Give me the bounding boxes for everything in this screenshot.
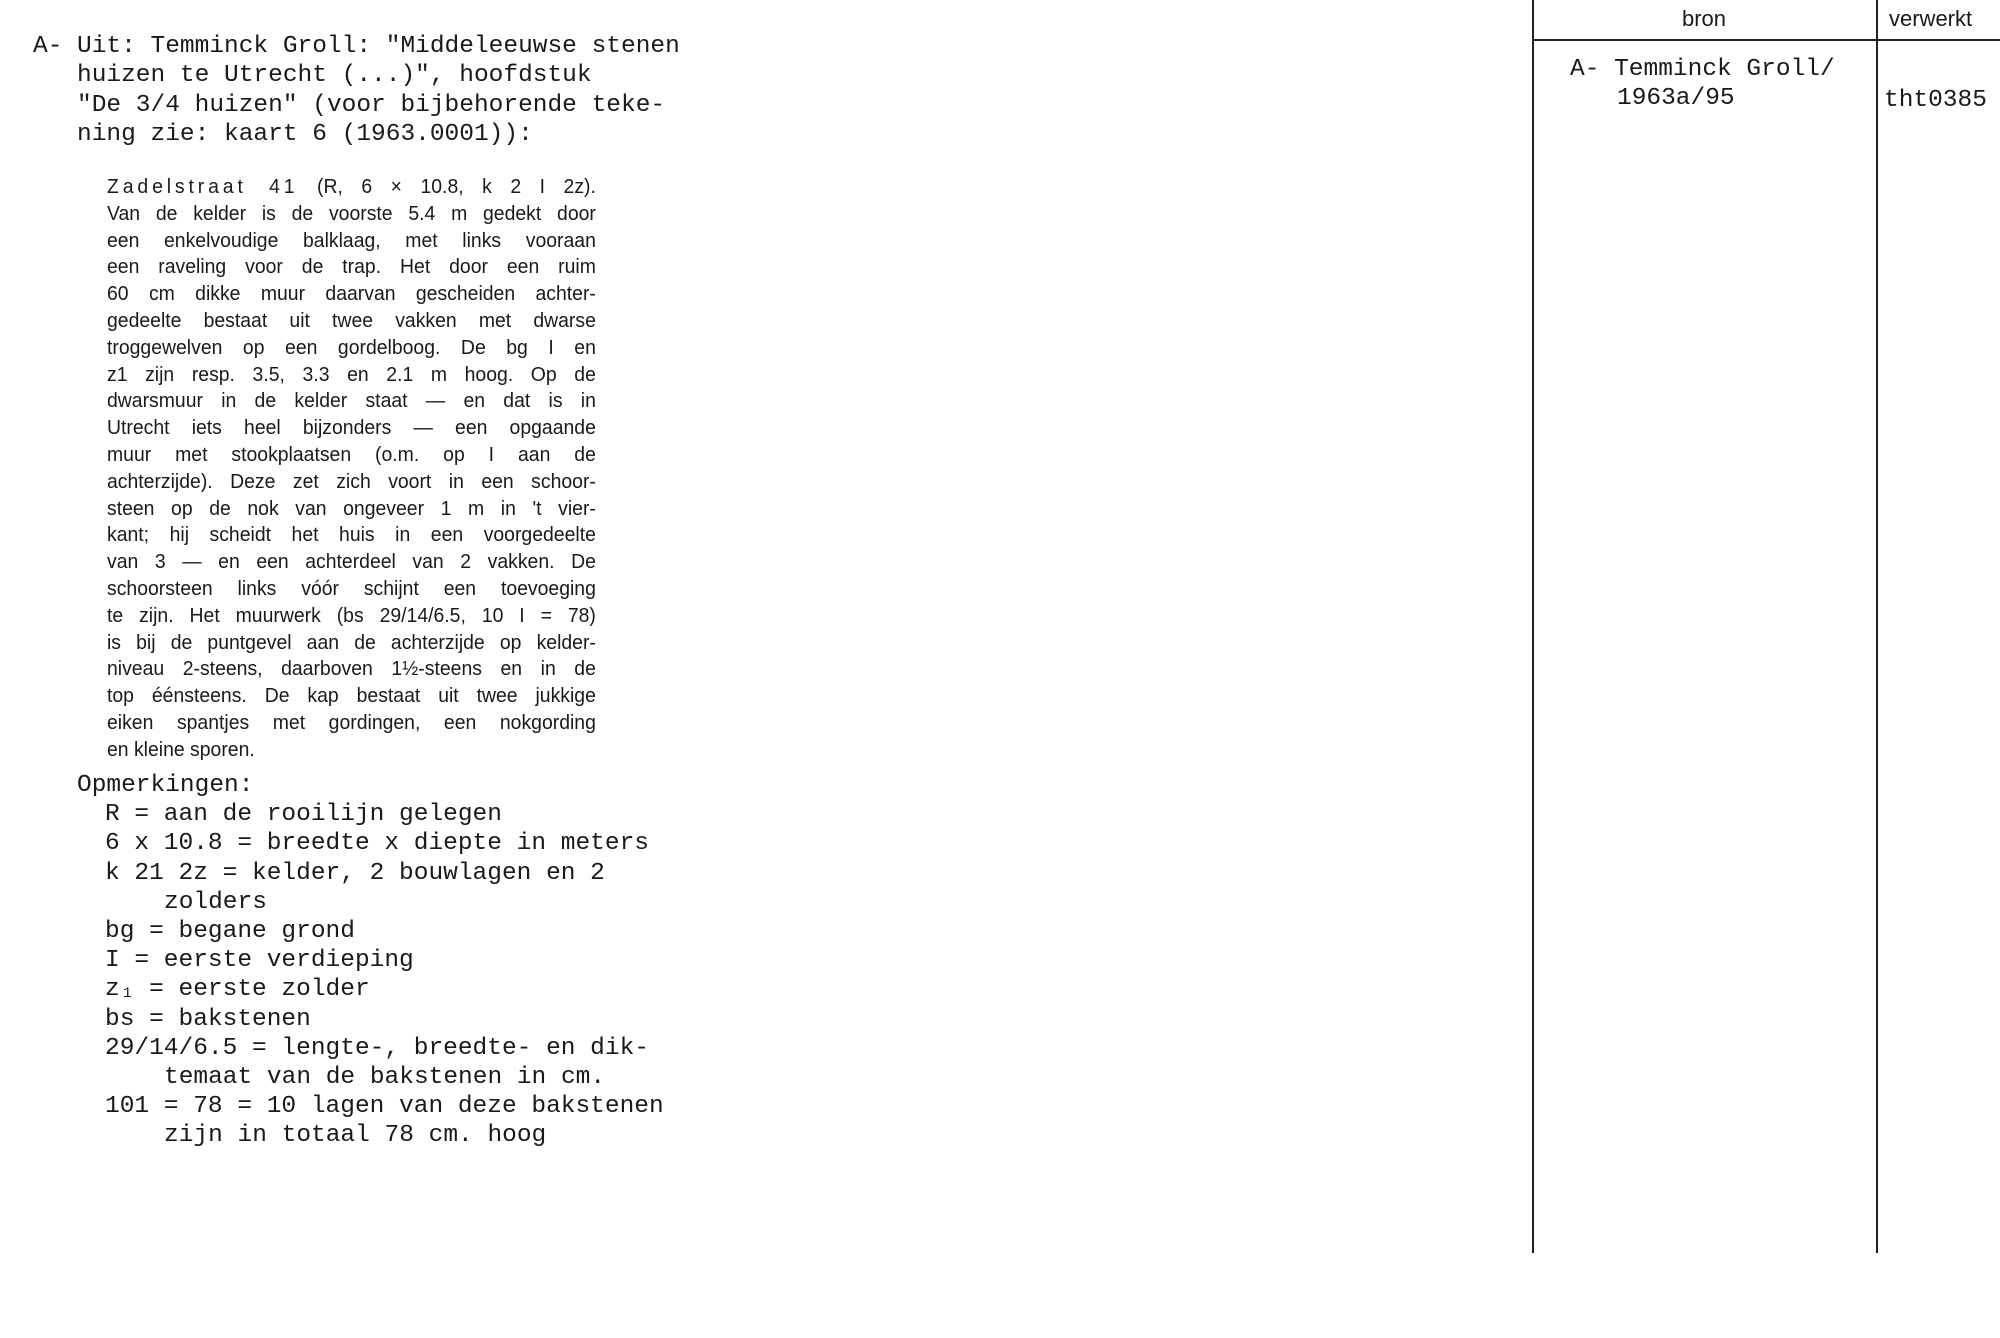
paragraph-line: en kleine sporen. [107,738,255,761]
paragraph-line: top éénsteens. De kap bestaat uit twee jukkige [107,685,596,708]
remark-line: R = aan de rooilijn gelegen [105,801,502,829]
paragraph-line: Van de kelder is de voorste 5.4 m gedekt door [107,202,596,225]
paragraph-line: een enkelvoudige balklaag, met links vooraan [107,229,596,252]
intro-line: ning zie: kaart 6 (1963.0001)): [77,121,533,149]
paragraph-line: kant; hij scheidt het huis in een voorgedeelte [107,524,596,547]
remark-line: 6 x 10.8 = breedte x diepte in meters [105,830,649,858]
quoted-description [107,174,611,764]
paragraph-line [107,174,596,201]
address-heading: Zadelstraat 41 [107,176,299,198]
processed-code: tht0385 [1884,87,1987,114]
section-label: A- [33,33,63,60]
remark-line: temaat van de bakstenen in cm. [164,1063,606,1091]
paragraph-line: Utrecht iets heel bijzonders — een opgaande [107,417,596,440]
remark-line: bs = bakstenen [105,1005,311,1033]
paragraph-line: dwarsmuur in de kelder staat — en dat is in [107,390,596,413]
paragraph-line: te zijn. Het muurwerk (bs 29/14/6.5, 10 I = 78) [107,604,596,627]
paragraph-line: eiken spantjes met gordingen, een nokgording [107,711,596,734]
source-reference-year: 1963a/95 [1617,85,1735,112]
remark-line: 29/14/6.5 = lengte-, breedte- en dik- [105,1034,649,1062]
column-divider [1876,0,1878,1253]
intro-line: Uit: Temminck Groll: "Middeleeuwse stenen [77,33,680,60]
column-header-source: bron [1682,6,1727,31]
paragraph-line: van 3 — en een achterdeel van 2 vakken. De [107,551,596,574]
paragraph-line: een raveling voor de trap. Het door een ruim [107,256,596,279]
paragraph-line: troggewelven op een gordelboog. De bg I en [107,336,596,359]
paragraph-line: z1 zijn resp. 3.5, 3.3 en 2.1 m hoog. Op de [107,363,596,386]
remark-line: bg = begane grond [105,917,355,945]
address-details: (R, 6 × 10.8, k 2 I 2z). [298,176,596,198]
column-divider [1532,0,1534,1253]
intro-citation [77,32,680,150]
remark-line: I = eerste verdieping [105,947,414,975]
column-header-processed: verwerkt [1889,6,1973,31]
remark-line: z₁ = eerste zolder [105,976,370,1004]
paragraph-line: 60 cm dikke muur daarvan gescheiden achter- [107,283,596,306]
remarks-heading: Opmerkingen: [77,772,254,799]
remark-line: k 21 2z = kelder, 2 bouwlagen en 2 [105,859,605,887]
remarks-list [77,771,664,1150]
paragraph-line: is bij de puntgevel aan de achterzijde op kelder- [107,631,596,654]
paragraph-line: steen op de nok van ongeveer 1 m in 't vier- [107,497,596,520]
remark-line: 101 = 78 = 10 lagen van deze bakstenen [105,1093,664,1121]
paragraph-line: gedeelte bestaat uit twee vakken met dwarse [107,309,596,332]
remark-line: zijn in totaal 78 cm. hoog [164,1122,547,1150]
paragraph-line: achterzijde). Deze zet zich voort in een schoor- [107,470,596,493]
source-reference: A- Temminck Groll/ [1570,56,1835,83]
paragraph-line: muur met stookplaatsen (o.m. op I aan de [107,443,596,466]
intro-line: huizen te Utrecht (...)", hoofdstuk [77,62,592,90]
paragraph-line: schoorsteen links vóór schijnt een toevoeging [107,577,596,600]
header-divider [1532,39,2000,41]
intro-line: "De 3/4 huizen" (voor bijbehorende teke- [77,91,666,119]
remark-line: zolders [164,888,267,916]
paragraph-line: niveau 2-steens, daarboven 1½-steens en in de [107,658,596,681]
